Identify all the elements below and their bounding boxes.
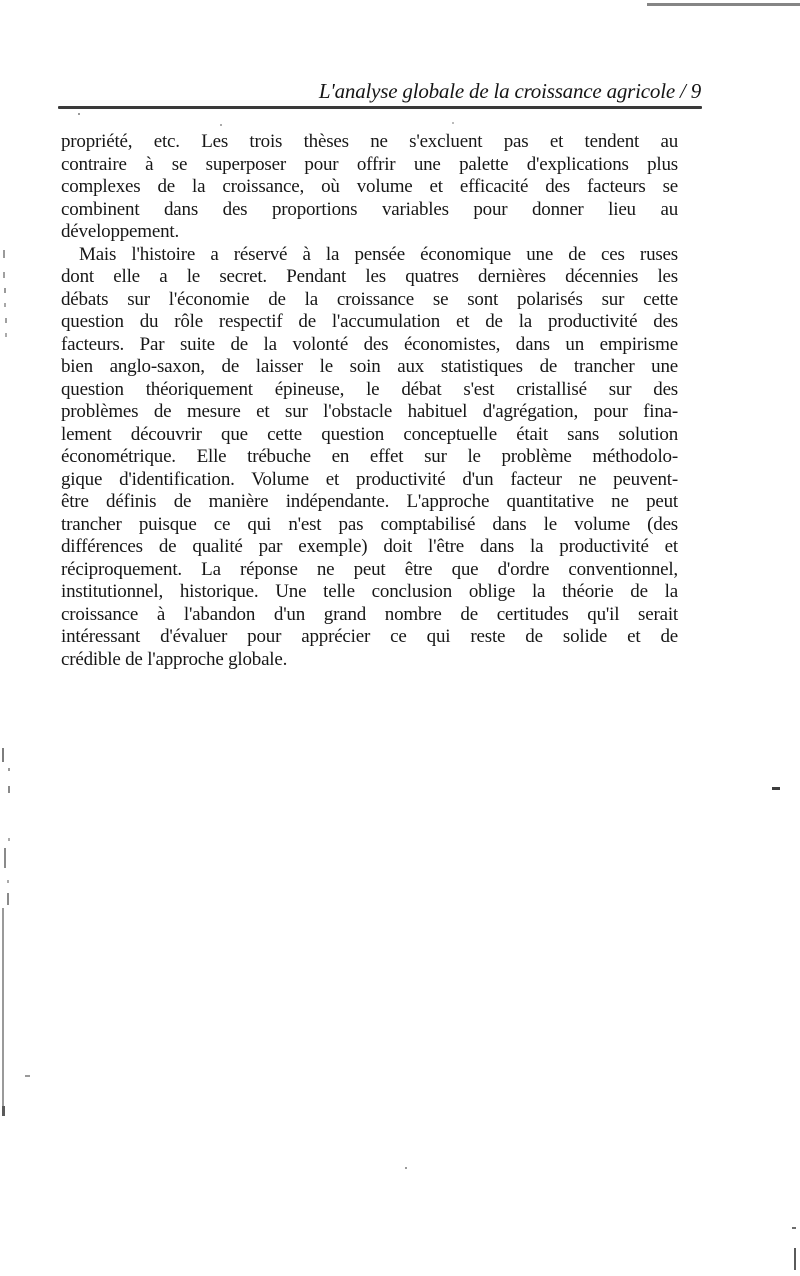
left-edge-tick [3,272,5,278]
text-block [61,131,678,671]
text-line: intéressant d'évaluer pour apprécier ce qui reste de solide et de [61,626,678,647]
text-line: crédible de l'approche globale. [61,648,288,670]
right-margin-dash [772,787,780,790]
text-line: Mais l'histoire a réservé à la pensée économique une de ces ruses [79,243,678,265]
text-line: économétrique. Elle trébuche en effet sur le problème méthodolo- [61,446,678,467]
text-line: trancher puisque ce qui n'est pas comptabilisé dans le volume (des [61,513,678,535]
text-line: être définis de manière indépendante. L'approche quantitative ne peut [61,491,678,512]
left-edge-tick [5,318,7,323]
speck [405,1167,407,1169]
text-line: question théoriquement épineuse, le débat s'est cristallisé sur des [61,378,678,400]
text-line: problèmes de mesure et sur l'obstacle habituel d'agrégation, pour fina- [61,401,678,422]
text-line: lement découvrir que cette question conceptuelle était sans solution [61,423,678,445]
text-line: institutionnel, historique. Une telle conclusion oblige la théorie de la [61,581,678,602]
speck [452,122,454,124]
text-line: gique d'identification. Volume et productivité d'un facteur ne peuvent- [61,468,678,490]
text-line: question du rôle respectif de l'accumulation et de la productivité des [61,311,678,332]
running-head-title: L'analyse globale de la croissance agricole / 9 [318,79,701,103]
text-line: complexes de la croissance, où volume et efficacité des facteurs se [61,176,678,197]
text-line: débats sur l'économie de la croissance se sont polarisés sur cette [61,288,678,310]
text-line: développement. [61,221,180,242]
bottom-right-line [794,1248,796,1270]
text-line: réciproquement. La réponse ne peut être que d'ordre conventionnel, [61,558,678,580]
left-margin-tick [25,1075,30,1077]
top-right-edge-line [647,3,800,6]
left-edge-long-line [2,908,4,1108]
text-line: bien anglo-saxon, de laisser le soin aux statistiques de trancher une [61,356,678,377]
text-line: combinent dans des proportions variables pour donner lieu au [61,198,678,220]
left-edge-tick [8,768,10,771]
left-edge-dash [4,848,6,868]
left-edge-dash [2,748,4,762]
bottom-right-tick [792,1227,796,1229]
text-line: différences de qualité par exemple) doit l'être dans la productivité et [61,536,678,557]
left-edge-tick [5,333,7,337]
left-edge-tick [4,303,6,307]
header-rule [58,106,702,109]
speck [220,124,222,126]
left-edge-line-tip [2,1106,5,1116]
left-edge-tick [8,838,10,841]
left-edge-tick [3,250,5,258]
text-line: croissance à l'abandon d'un grand nombre de certitudes qu'il serait [61,603,678,625]
text-line: propriété, etc. Les trois thèses ne s'excluent pas et tendent au [61,131,678,152]
text-line: contraire à se superposer pour offrir une palette d'explications plus [61,153,678,175]
left-edge-dash [7,893,9,905]
text-line: dont elle a le secret. Pendant les quatres dernières décennies les [61,266,678,287]
speck [78,113,80,115]
left-edge-tick [4,288,6,293]
left-edge-tick [7,880,9,883]
text-line: facteurs. Par suite de la volonté des économistes, dans un empirisme [61,333,678,355]
left-edge-dash [8,786,10,793]
